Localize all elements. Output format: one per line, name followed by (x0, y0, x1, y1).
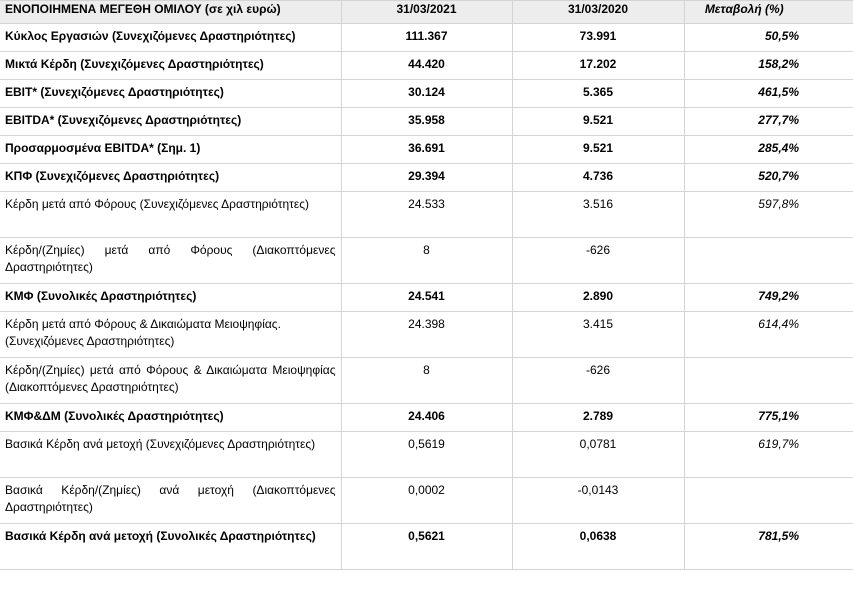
table-row (0, 52, 853, 80)
value-change: 597,8% (684, 192, 853, 238)
table-row (0, 192, 853, 238)
row-label: Μικτά Κέρδη (Συνεχιζόμενες Δραστηριότητες) (0, 52, 341, 80)
row-label: Κέρδη/(Ζημίες) μετά από Φόρους & Δικαιώματα Μειοψηφίας (Διακοπτόμενες Δραστηριότητες) (0, 358, 341, 404)
value-2020: 0,0638 (512, 524, 684, 570)
value-2021: 0,5619 (341, 432, 512, 478)
value-change: 781,5% (684, 524, 853, 570)
value-2021: 111.367 (341, 24, 512, 52)
table-row (0, 238, 853, 284)
value-2021: 24.406 (341, 404, 512, 432)
value-2021: 36.691 (341, 136, 512, 164)
value-2021: 8 (341, 238, 512, 284)
row-label: Κύκλος Εργασιών (Συνεχιζόμενες Δραστηριότητες) (0, 24, 341, 52)
row-label: Βασικά Κέρδη ανά μετοχή (Συνεχιζόμενες Δραστηριότητες) (0, 432, 341, 478)
value-2021: 0,5621 (341, 524, 512, 570)
table-row (0, 404, 853, 432)
value-2021: 44.420 (341, 52, 512, 80)
row-label: Κέρδη/(Ζημίες) μετά από Φόρους (Διακοπτόμενες Δραστηριότητες) (0, 238, 341, 284)
value-change (684, 358, 853, 404)
table-row (0, 24, 853, 52)
value-change: 520,7% (684, 164, 853, 192)
row-label: Κέρδη μετά από Φόρους & Δικαιώματα Μειοψηφίας. (Συνεχιζόμενες Δραστηριότητες) (0, 312, 341, 358)
value-2021: 0,0002 (341, 478, 512, 524)
row-label: Βασικά Κέρδη/(Ζημίες) ανά μετοχή (Διακοπτόμενες Δραστηριότητες) (0, 478, 341, 524)
value-2021: 30.124 (341, 80, 512, 108)
value-change: 277,7% (684, 108, 853, 136)
value-2021: 24.533 (341, 192, 512, 238)
value-change: 50,5% (684, 24, 853, 52)
table-row (0, 432, 853, 478)
value-2021: 24.398 (341, 312, 512, 358)
header-label: ΕΝΟΠΟΙΗΜΕΝΑ ΜΕΓΕΘΗ ΟΜΙΛΟΥ (σε χιλ ευρώ) (0, 1, 341, 24)
value-2021: 24.541 (341, 284, 512, 312)
row-label: ΚΜΦ (Συνολικές Δραστηριότητες) (0, 284, 341, 312)
value-2020: 0,0781 (512, 432, 684, 478)
value-change: 749,2% (684, 284, 853, 312)
header-col-2021: 31/03/2021 (341, 1, 512, 24)
row-label: EBIT* (Συνεχιζόμενες Δραστηριότητες) (0, 80, 341, 108)
row-label: EBITDA* (Συνεχιζόμενες Δραστηριότητες) (0, 108, 341, 136)
value-2020: -626 (512, 358, 684, 404)
value-2020: 3.516 (512, 192, 684, 238)
table-row (0, 284, 853, 312)
header-col-change: Μεταβολή (%) (684, 1, 853, 24)
value-2020: 5.365 (512, 80, 684, 108)
value-2020: 73.991 (512, 24, 684, 52)
value-change: 775,1% (684, 404, 853, 432)
row-label: Κέρδη μετά από Φόρους (Συνεχιζόμενες Δραστηριότητες) (0, 192, 341, 238)
value-2021: 8 (341, 358, 512, 404)
table-row (0, 80, 853, 108)
value-2020: -0,0143 (512, 478, 684, 524)
table-row (0, 108, 853, 136)
value-change: 285,4% (684, 136, 853, 164)
value-2020: 9.521 (512, 136, 684, 164)
value-2020: 2.890 (512, 284, 684, 312)
value-change: 614,4% (684, 312, 853, 358)
value-2020: 3.415 (512, 312, 684, 358)
value-change (684, 238, 853, 284)
value-change: 461,5% (684, 80, 853, 108)
row-label: Βασικά Κέρδη ανά μετοχή (Συνολικές Δραστηριότητες) (0, 524, 341, 570)
table-row (0, 136, 853, 164)
value-2020: 17.202 (512, 52, 684, 80)
value-change (684, 478, 853, 524)
table-header-row (0, 1, 853, 24)
table-row (0, 164, 853, 192)
value-2021: 29.394 (341, 164, 512, 192)
row-label: ΚΠΦ (Συνεχιζόμενες Δραστηριότητες) (0, 164, 341, 192)
value-2020: -626 (512, 238, 684, 284)
table-row (0, 312, 853, 358)
value-change: 619,7% (684, 432, 853, 478)
value-2021: 35.958 (341, 108, 512, 136)
value-2020: 4.736 (512, 164, 684, 192)
row-label: Προσαρμοσμένα EBITDA* (Σημ. 1) (0, 136, 341, 164)
header-col-2020: 31/03/2020 (512, 1, 684, 24)
value-2020: 2.789 (512, 404, 684, 432)
row-label: ΚΜΦ&ΔΜ (Συνολικές Δραστηριότητες) (0, 404, 341, 432)
value-2020: 9.521 (512, 108, 684, 136)
table-row (0, 358, 853, 404)
value-change: 158,2% (684, 52, 853, 80)
table-row (0, 524, 853, 570)
table-row (0, 478, 853, 524)
